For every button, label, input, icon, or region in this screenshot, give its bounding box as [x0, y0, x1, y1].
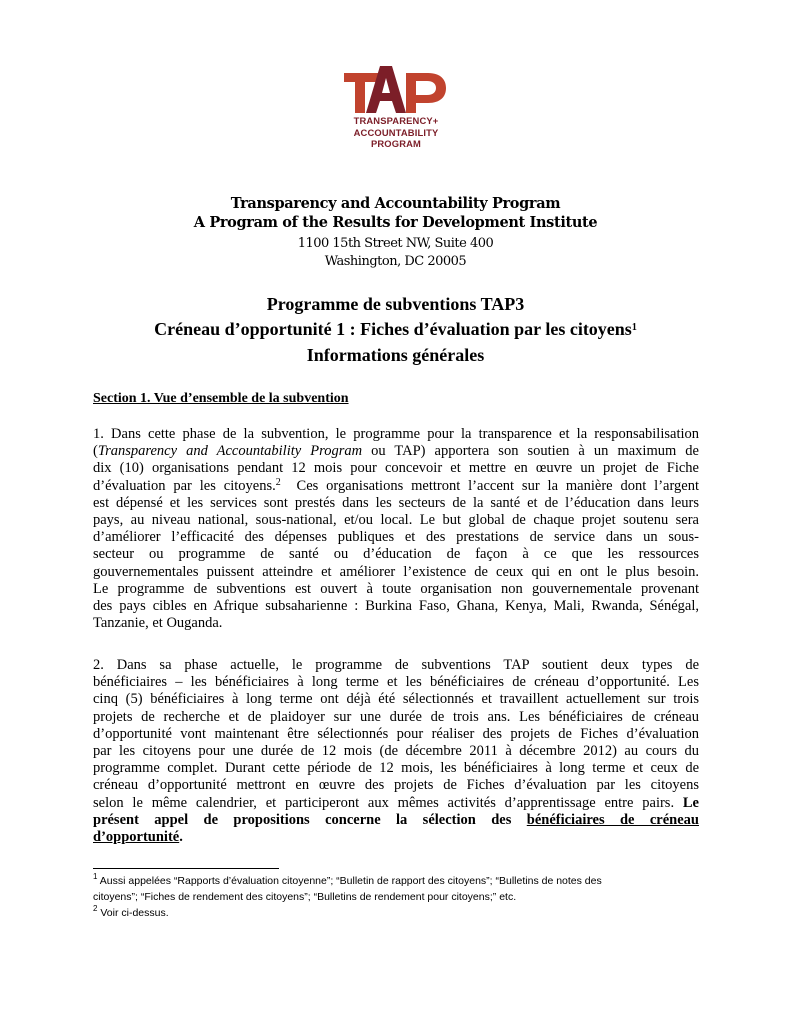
- text-line: cinq (5) bénéficiaires à long terme ont déjà été sélectionnés et travaillent actuellement sur trois: [93, 691, 699, 708]
- text-line: d’améliorer l’efficacité des dépenses publiques et des prestations de service dans un sous-: [93, 529, 699, 546]
- footnote-ref[interactable]: 2: [275, 476, 281, 488]
- doc-title-line2: [0, 319, 791, 340]
- text-line: créneau d’opportunité mettront en œuvre des projets de Fiches d’évaluation par les citoyens: [93, 777, 699, 794]
- text-line: 1. Dans cette phase de la subvention, le programme pour la transparence et la responsabilisation: [93, 426, 699, 442]
- text-line: 2. Dans sa phase actuelle, le programme de subventions TAP soutient deux types de: [93, 657, 699, 673]
- footnote-divider: [93, 868, 279, 869]
- doc-title-line1: Programme de subventions TAP3: [266, 294, 525, 314]
- logo-subtitle: [340, 115, 452, 150]
- text-line: Le programme de subventions est ouvert à toute organisation non gouvernementale provenant: [93, 580, 699, 597]
- text-line: d’opportunité.: [93, 828, 183, 845]
- italic-program-name: Transparency and Accountability Program: [97, 443, 363, 460]
- footnotes: [93, 873, 703, 921]
- org-parent: A Program of the Results for Development Institute: [193, 214, 598, 231]
- org-address-line1: 1100 15th Street NW, Suite 400: [297, 236, 494, 251]
- text-line: bénéficiaires – les bénéficiaires à long terme et les bénéficiaires de créneau d’opportunité. Les: [93, 674, 699, 691]
- logo-subtitle-line: ACCOUNTABILITY: [353, 126, 439, 138]
- logo-letter-t-stem: [355, 73, 365, 113]
- paragraph-2: [93, 657, 699, 846]
- text-line: pays, au niveau national, sous-national, et/ou local. Le but global de chaque projet soutenu sera: [93, 511, 699, 528]
- text-line: est dépensé et les services sont prestés dans les secteurs de la santé et de l’éducation dans leurs: [93, 494, 699, 511]
- text-line: (Transparency and Accountability Program ou TAP) apportera son soutien à un maximum de: [93, 443, 699, 460]
- logo-subtitle-line: TRANSPARENCY+: [353, 115, 439, 126]
- text-line: d’opportunité vont maintenant être sélectionnés pour réaliser des projets de Fiches d’évaluation: [93, 725, 699, 742]
- doc-title-line3: Informations générales: [306, 345, 485, 365]
- footnote-2: $^2$ Voir ci-dessus.: [93, 904, 169, 919]
- logo-letter-p: [406, 73, 446, 113]
- text-line: secteur ou programme de santé ou d’éducation de façon à ce que les ressources: [93, 546, 699, 563]
- org-name: Transparency and Accountability Program: [230, 195, 561, 212]
- paragraph-1: [93, 426, 699, 632]
- text-line: par les citoyens pour une durée de 12 mois (de décembre 2011 à décembre 2012) au cours du: [93, 742, 699, 759]
- text-line: des pays cibles en Afrique subsaharienne : Burkina Faso, Ghana, Kenya, Mali, Rwanda, Sénégal,: [93, 597, 699, 614]
- tap-logo-mark: [340, 66, 452, 116]
- text-line: gouvernementales puissent atteindre et améliorer l’existence de ceux qui en ont le plus besoin.: [93, 563, 699, 580]
- text-line: programme complet. Durant cette période de 12 mois, les bénéficiaires à long terme et ceux de: [93, 760, 699, 777]
- text-line: d’évaluation par les citoyens.$^2$ Ces organisations mettront l’accent sur la manière dont l’argent: [93, 476, 699, 494]
- text-line: projets de recherche et de plaidoyer sur une durée de trois ans. Les bénéficiaires de créneau: [93, 708, 699, 725]
- text-line: dix (10) organisations pendant 12 mois pour concevoir et mettre en œuvre un projet de Fiche: [93, 460, 699, 477]
- org-address-line2: Washington, DC 20005: [324, 254, 467, 269]
- tap-logo: [340, 66, 452, 178]
- doc-title-line2-text: Créneau d’opportunité 1 : Fiches d’évaluation par les citoyens: [154, 319, 632, 339]
- footnote-1-cont: citoyens”; “Fiches de rendement des citoyens”; “Bulletins de rendement pour citoyens;” etc.: [93, 891, 517, 903]
- text-line: présent appel de propositions concerne la sélection des bénéficiaires de créneau: [93, 811, 699, 828]
- section-heading: Section 1. Vue d’ensemble de la subvention: [93, 391, 349, 406]
- footnote-ref[interactable]: 1: [631, 322, 637, 333]
- logo-subtitle-line: PROGRAM: [370, 138, 421, 149]
- text-line: selon le même calendrier, et participeront aux mêmes activités d’apprentissage entre pairs. Le: [93, 794, 699, 811]
- text-line: Tanzanie, et Ouganda.: [93, 615, 223, 632]
- footnote-1: $^1$ Aussi appelées “Rapports d’évaluation citoyenne”; “Bulletin de rapport des citoyens”; “Bulletins de notes des: [93, 872, 602, 887]
